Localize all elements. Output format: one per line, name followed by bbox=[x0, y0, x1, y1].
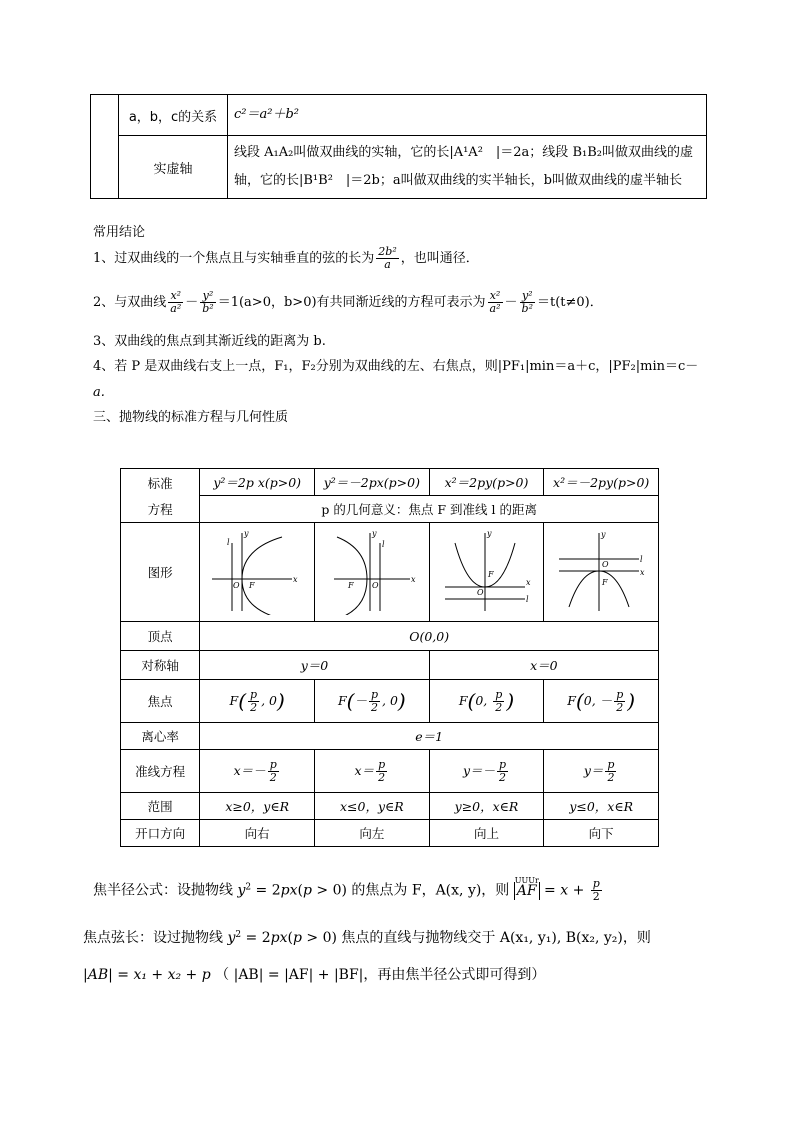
p-meaning-cell: p 的几何意义：焦点 F 到准线 l 的距离 bbox=[200, 496, 659, 523]
table-cell-value bbox=[228, 136, 707, 199]
svg-text:x: x bbox=[293, 575, 298, 584]
axis-of-symmetry-label: 对称轴 bbox=[121, 651, 200, 680]
axis-description-line2: 轴，它的长|B¹B² |＝2b；a叫做双曲线的实半轴长，b叫做双曲线的虚半轴长 bbox=[234, 173, 682, 188]
parabola-right-graph bbox=[207, 529, 307, 615]
table-cell-empty bbox=[91, 95, 119, 199]
equation-cell: y²＝2p x(p>0) bbox=[200, 469, 315, 496]
table-cell-label bbox=[121, 469, 200, 523]
conclusion-1 bbox=[93, 246, 479, 271]
vertex-value: O(0,0) bbox=[200, 622, 659, 651]
svg-text:O: O bbox=[371, 581, 379, 590]
range-cell: y≤0，x∈R bbox=[544, 793, 659, 820]
svg-text:O: O bbox=[476, 588, 484, 597]
equation-cell: x²＝2py(p>0) bbox=[429, 469, 544, 496]
svg-text:F: F bbox=[249, 581, 255, 590]
fraction-denominator: a bbox=[384, 258, 391, 271]
opening-cell: 向左 bbox=[315, 820, 430, 847]
conclusion-4-line2: a. bbox=[93, 385, 105, 400]
range-label: 范围 bbox=[121, 793, 200, 820]
focal-radius-text: 焦半径公式：设抛物线 bbox=[93, 882, 233, 899]
svg-text:y: y bbox=[601, 530, 606, 539]
directrix-label: 准线方程 bbox=[121, 750, 200, 793]
svg-text:x: x bbox=[410, 575, 416, 584]
focus-label: 焦点 bbox=[121, 680, 200, 723]
fraction-numerator: 2b² bbox=[378, 245, 397, 258]
focus-cell: F(－ $\frac{p}{2}$ , 0) bbox=[315, 680, 430, 723]
conclusion-2-tail: ＝t(t≠0)． bbox=[536, 295, 603, 310]
directrix-cell: y＝ $\frac{p}{2}$ bbox=[544, 750, 659, 793]
parabola-left-graph bbox=[322, 529, 422, 615]
hyperbola-properties-table bbox=[90, 94, 707, 199]
directrix-cell: x＝－ $\frac{p}{2}$ bbox=[200, 750, 315, 793]
table-cell-label bbox=[119, 136, 228, 199]
svg-text:l: l bbox=[227, 538, 230, 547]
conclusions-heading: 常用结论 bbox=[93, 225, 146, 240]
range-cell: x≤0，y∈R bbox=[315, 793, 430, 820]
conclusion-1-tail: ，也叫通径． bbox=[400, 251, 479, 266]
focal-chord-formula: |AB| = x₁ + x₂ + p bbox=[83, 967, 211, 983]
table-row bbox=[91, 95, 707, 136]
directrix-cell: y＝－ $\frac{p}{2}$ bbox=[429, 750, 544, 793]
svg-text:x: x bbox=[525, 578, 531, 587]
equation-cell: x²＝－2py(p>0) bbox=[544, 469, 659, 496]
table-row bbox=[121, 723, 659, 750]
focus-cell: F( $\frac{p}{2}$ , 0) bbox=[200, 680, 315, 723]
opening-cell: 向上 bbox=[429, 820, 544, 847]
std-label-line1: 标准 bbox=[147, 475, 173, 491]
equation-cell: y²＝－2px(p>0) bbox=[315, 469, 430, 496]
vector-arrow-text: UUUr bbox=[514, 875, 539, 885]
eccentricity-label: 离心率 bbox=[121, 723, 200, 750]
axis-label: 实虚轴 bbox=[153, 161, 193, 177]
svg-text:y: y bbox=[371, 529, 377, 538]
conclusion-4-line1: 4、若 P 是双曲线右支上一点，F₁，F₂分别为双曲线的左、右焦点，则|PF₁|min＝a＋c，|PF₂|min＝c－ bbox=[93, 359, 699, 374]
conclusion-2: 2、与双曲线 $\frac{\text{x²}}{\text{a²}}$ － $\frac{\text{y²}}{\text{b²}}$ ＝1(a>0，b>0)有共同渐近线的方程可表示为 $\frac{\text{x²}}{\text{a²}}$ － $\frac{\text{y²}}{\text{b²}}$ ＝t(t≠0)． bbox=[93, 289, 603, 315]
parabola-down-graph bbox=[551, 529, 651, 615]
table-row bbox=[121, 651, 659, 680]
table-row bbox=[121, 793, 659, 820]
range-cell: x≥0，y∈R bbox=[200, 793, 315, 820]
svg-text:l: l bbox=[525, 595, 529, 604]
conclusion-3: 3、双曲线的焦点到其渐近线的距离为 b. bbox=[93, 334, 326, 349]
svg-text:l: l bbox=[640, 555, 643, 564]
parabola-up-graph bbox=[437, 529, 537, 615]
graph-cell-down bbox=[544, 523, 659, 622]
focal-radius-formula: 焦半径公式：设抛物线 $y^2 = 2px(p > 0)$ 的焦点为 F，A(x, y)，则 UUUr AF = x + $\frac{p}{2}$ bbox=[93, 878, 604, 903]
focal-chord-line2 bbox=[83, 966, 545, 984]
table-row bbox=[121, 469, 659, 496]
conclusion-1-text: 1、过双曲线的一个焦点且与实轴垂直的弦的长为 bbox=[93, 251, 375, 266]
conclusion-2-mid: ＝1(a>0，b>0)有共同渐近线的方程可表示为 bbox=[217, 295, 486, 310]
section-3-title: 三、抛物线的标准方程与几何性质 bbox=[93, 410, 289, 425]
opening-label: 开口方向 bbox=[121, 820, 200, 847]
table-row bbox=[121, 622, 659, 651]
svg-text:F: F bbox=[602, 578, 608, 587]
svg-text:l: l bbox=[381, 540, 385, 549]
svg-text:y: y bbox=[244, 529, 249, 538]
vector-af: UUUr AF bbox=[514, 882, 540, 900]
svg-text:x: x bbox=[640, 568, 645, 577]
svg-text:F: F bbox=[347, 581, 354, 590]
conclusion-2-text: 2、与双曲线 bbox=[93, 295, 167, 310]
axis-description-line1: 线段 A₁A₂叫做双曲线的实轴，它的长|A¹A² |＝2a；线段 B₁B₂叫做双曲线的虚 bbox=[234, 145, 693, 160]
table-row bbox=[121, 680, 659, 723]
graph-label-cell: 图形 bbox=[121, 523, 200, 622]
graph-cell-up bbox=[429, 523, 544, 622]
fraction-y2-b2: $\frac{\text{y²}}{\text{b²}}$ bbox=[202, 289, 214, 315]
axis-value-y0: y＝0 bbox=[200, 651, 429, 680]
focal-chord-tail: 焦点的直线与抛物线交于 A(x₁, y₁), B(x₂, y₂)，则 bbox=[341, 930, 651, 946]
abc-relation-label: a，b，c的关系 bbox=[128, 109, 218, 125]
svg-text:O: O bbox=[602, 560, 609, 569]
table-row bbox=[121, 750, 659, 793]
table-row bbox=[121, 820, 659, 847]
focus-cell: F(0, $\frac{p}{2}$ ) bbox=[429, 680, 544, 723]
focal-chord-line1: 焦点弦长：设过抛物线 $y^2 = 2px(p > 0)$ 焦点的直线与抛物线交于 A(x₁, y₁), B(x₂, y₂)，则 bbox=[83, 930, 651, 946]
svg-text:F: F bbox=[487, 570, 494, 579]
eccentricity-value: e＝1 bbox=[200, 723, 659, 750]
graph-cell-right bbox=[200, 523, 315, 622]
range-cell: y≥0，x∈R bbox=[429, 793, 544, 820]
fraction-x2-a2-b: $\frac{\text{x²}}{\text{a²}}$ bbox=[489, 289, 501, 315]
fraction-x2-a2: $\frac{\text{x²}}{\text{a²}}$ bbox=[170, 289, 182, 315]
fraction-y2-b2-b: $\frac{\text{y²}}{\text{b²}}$ bbox=[521, 289, 533, 315]
graph-cell-left bbox=[315, 523, 430, 622]
directrix-cell: x＝ $\frac{p}{2}$ bbox=[315, 750, 430, 793]
svg-text:y: y bbox=[486, 529, 492, 538]
focal-chord-note: （ |AB| = |AF| + |BF|，再由焦半径公式即可得到） bbox=[215, 967, 546, 983]
axis-value-x0: x＝0 bbox=[429, 651, 658, 680]
focal-chord-text: 焦点弦长：设过抛物线 bbox=[83, 930, 223, 946]
focus-cell: F(0, － $\frac{p}{2}$ ) bbox=[544, 680, 659, 723]
table-row bbox=[121, 496, 659, 523]
std-label-line2: 方程 bbox=[147, 501, 173, 517]
abc-relation-value: c²＝a²＋b² bbox=[234, 107, 299, 122]
table-row bbox=[121, 523, 659, 622]
opening-cell: 向下 bbox=[544, 820, 659, 847]
table-cell-label bbox=[119, 95, 228, 136]
table-row bbox=[91, 136, 707, 199]
table-cell-value bbox=[228, 95, 707, 136]
opening-cell: 向右 bbox=[200, 820, 315, 847]
focal-radius-mid: 的焦点为 F，A(x, y)，则 bbox=[351, 882, 510, 899]
vertex-label: 顶点 bbox=[121, 622, 200, 651]
parabola-properties-table bbox=[120, 468, 659, 847]
latus-rectum-fraction bbox=[376, 246, 398, 271]
svg-text:O: O bbox=[233, 581, 240, 590]
